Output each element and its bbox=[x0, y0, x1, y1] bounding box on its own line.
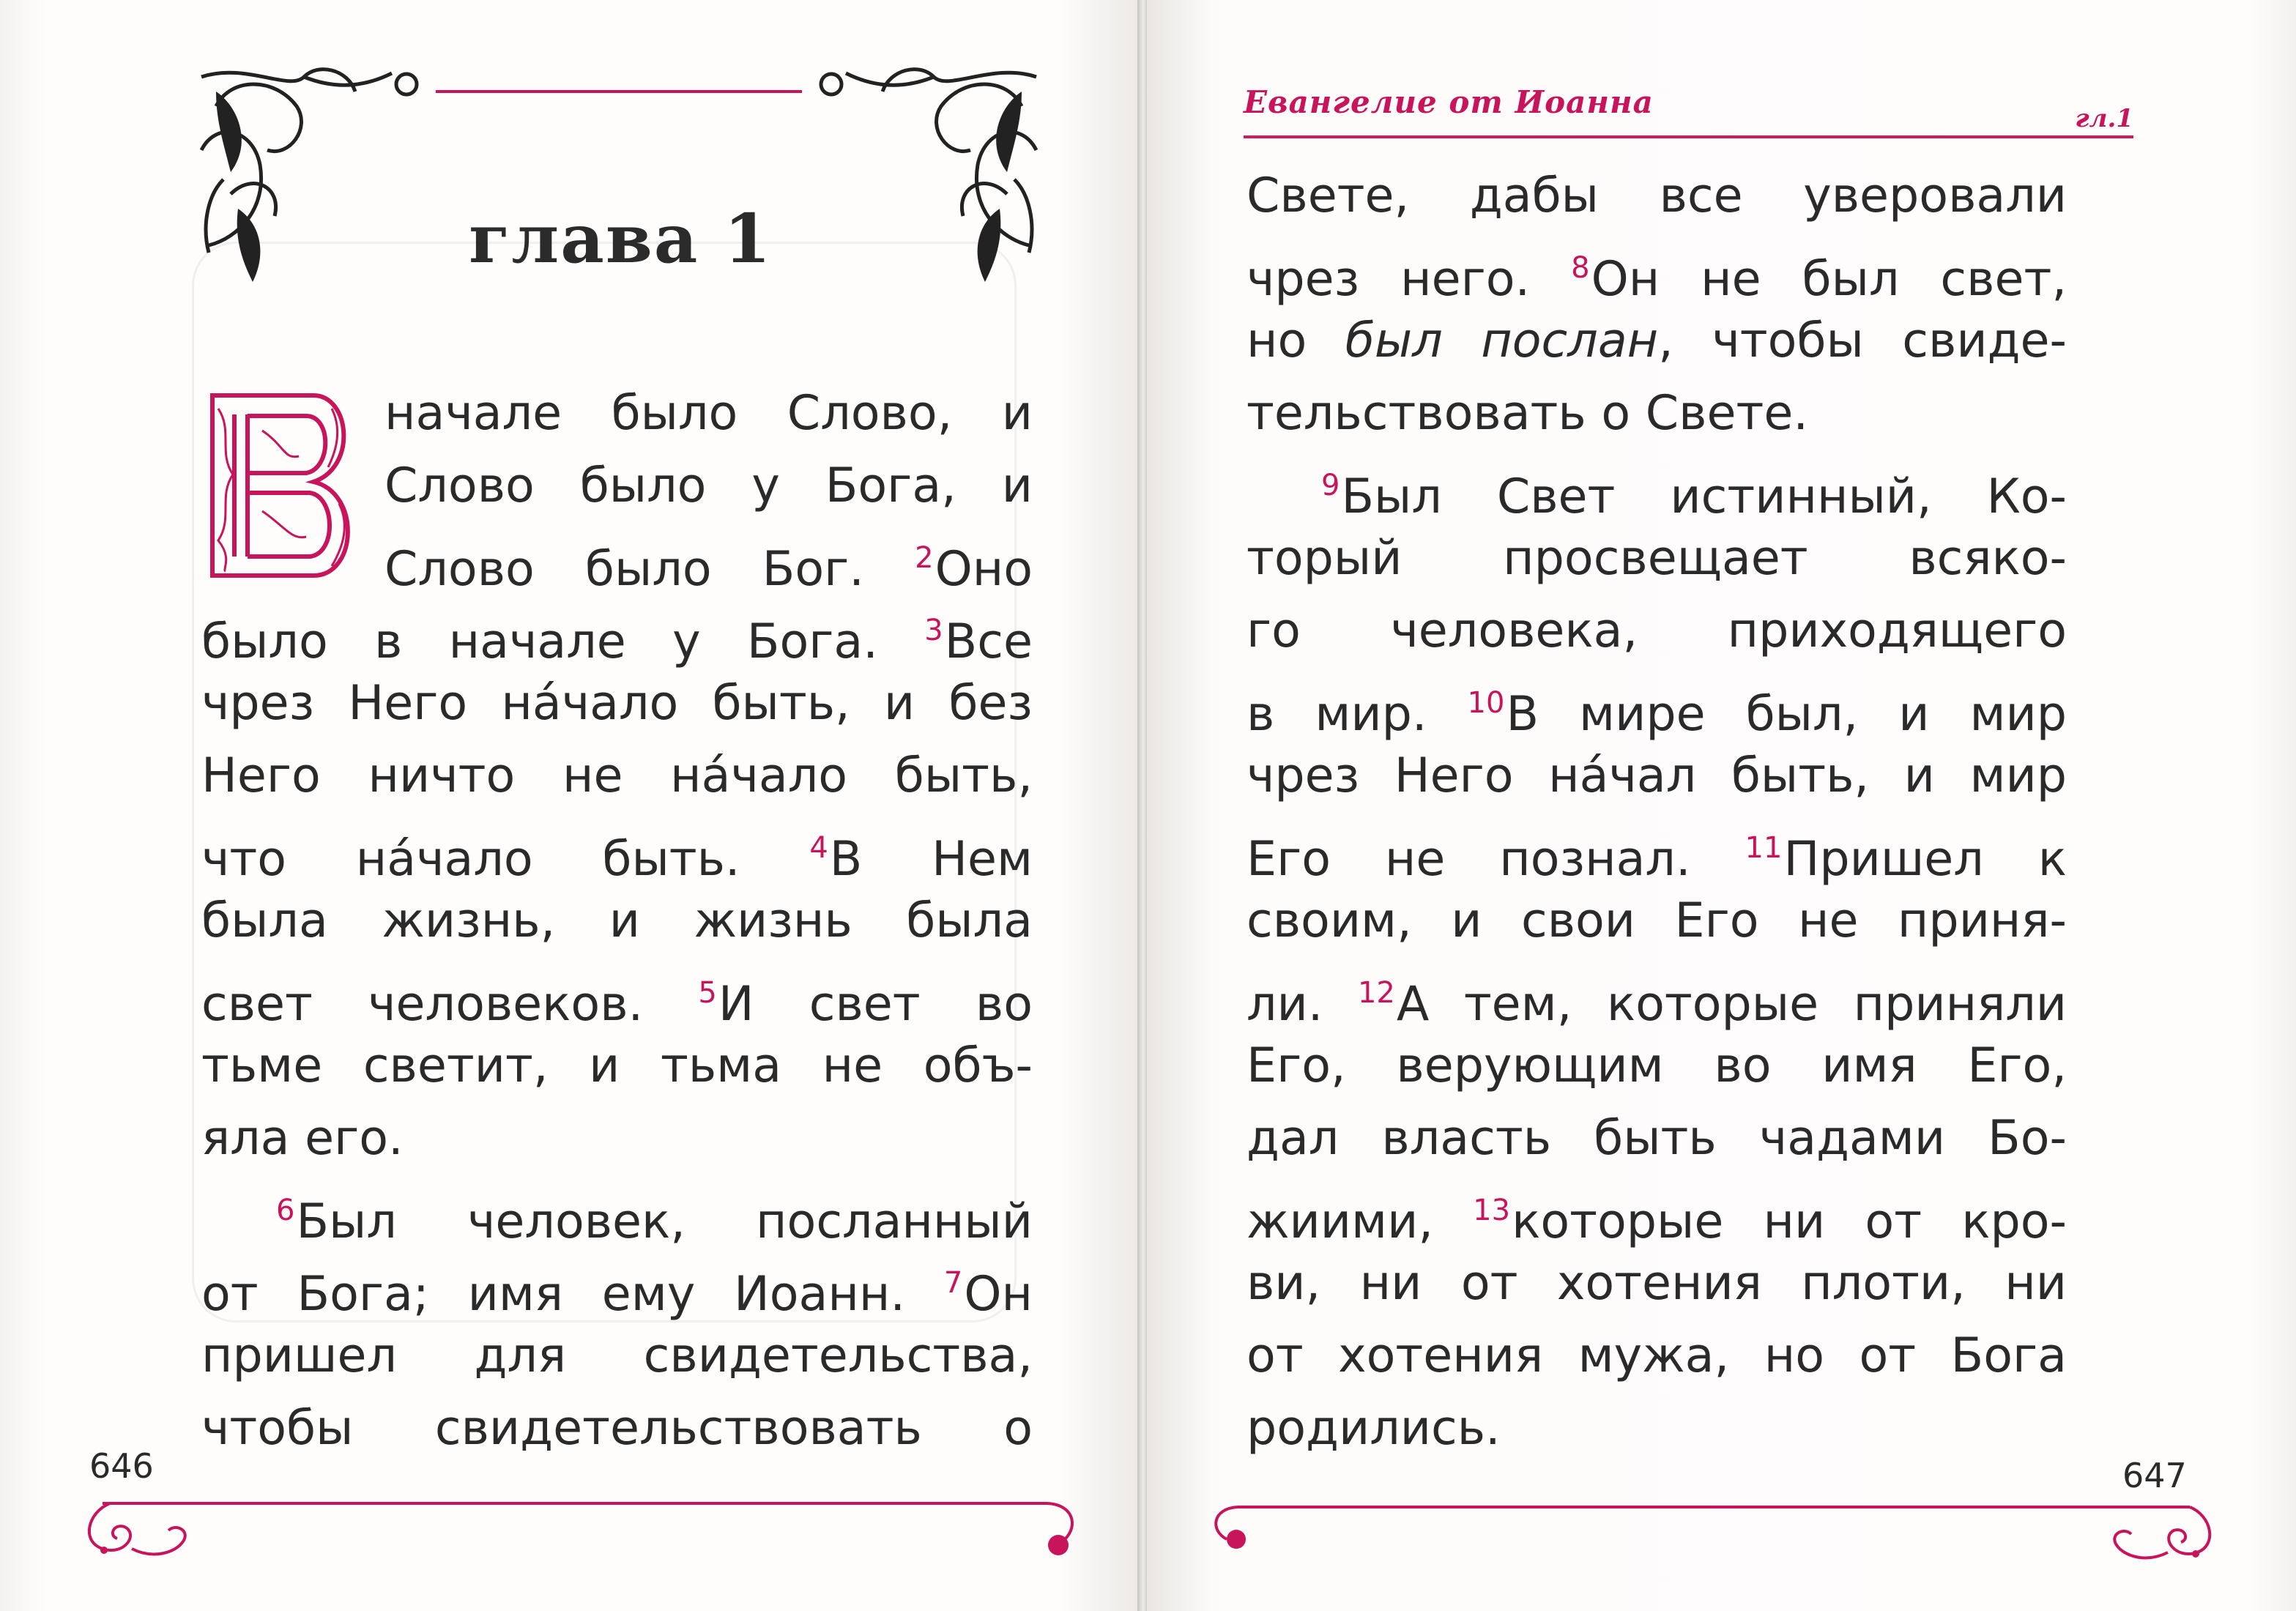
verse-number: 8 bbox=[1571, 251, 1590, 285]
text-line: $^6$Был человек, посланный bbox=[276, 1194, 1033, 1249]
text-line: Слово было у Бога, и bbox=[384, 458, 1033, 513]
verse-number: 4 bbox=[809, 831, 828, 865]
text-line: чтобы свидетельствовать о bbox=[201, 1401, 1033, 1456]
verse-number: 5 bbox=[698, 976, 717, 1010]
text-line: тьме светит, и тьма не объ- bbox=[201, 1038, 1033, 1093]
text-line: Него ничто не на́чало быть, bbox=[201, 748, 1033, 803]
verse-number: 3 bbox=[924, 614, 943, 647]
verse-number: 2 bbox=[915, 541, 934, 575]
verse-number: 13 bbox=[1473, 1194, 1511, 1227]
text-line: Его не познал. $^{11}$Пришел к bbox=[1247, 831, 2067, 887]
verse-number: 9 bbox=[1321, 469, 1340, 502]
text-line: ви, ни от хотения плоти, ни bbox=[1247, 1256, 2067, 1311]
left-page bbox=[0, 0, 1140, 1611]
page-number: 647 bbox=[2122, 1456, 2187, 1495]
text-line: яла его. bbox=[201, 1111, 404, 1166]
chapter-title: глава 1 bbox=[469, 199, 773, 278]
text-line: жиими, $^{13}$которые ни от кро- bbox=[1247, 1194, 2067, 1249]
text-line: от хотения мужа, но от Бога bbox=[1247, 1328, 2067, 1383]
text-line: чрез Него на́чал быть, и мир bbox=[1247, 748, 2067, 803]
left-page-text bbox=[201, 377, 1033, 1465]
text-line: дал власть быть чадами Бо- bbox=[1247, 1111, 2067, 1166]
verse-number: 7 bbox=[943, 1266, 963, 1300]
footer-ornament bbox=[73, 1490, 1091, 1571]
text-line: пришел для свидетельства, bbox=[201, 1328, 1033, 1383]
text-line: чрез него. $^8$Он не был свет, bbox=[1247, 251, 2067, 307]
text-line: тельствовать о Свете. bbox=[1247, 386, 1808, 441]
text-line: своим, и свои Его не приня- bbox=[1247, 893, 2067, 948]
text-line: от Бога; имя ему Иоанн. $^7$Он bbox=[201, 1266, 1033, 1322]
verse-number: 10 bbox=[1467, 686, 1505, 720]
text-line: торый просвещает всяко- bbox=[1247, 531, 2067, 586]
text-line: было в начале у Бога. $^3$Все bbox=[201, 614, 1033, 669]
text-line: $^9$Был Свет истинный, Ко- bbox=[1321, 469, 2067, 524]
text-line: свет человеков. $^5$И свет во bbox=[201, 976, 1033, 1032]
text-line: была жизнь, и жизнь была bbox=[201, 893, 1033, 948]
running-head-title: Евангелие от Иоанна bbox=[1244, 84, 1654, 120]
text-line: чрез Него на́чало быть, и без bbox=[201, 676, 1033, 731]
text-line: го человека, приходящего bbox=[1247, 603, 2067, 658]
text-line: что на́чало быть. $^4$В Нем bbox=[201, 831, 1033, 887]
verse-number: 12 bbox=[1357, 976, 1395, 1010]
text-line: Слово было Бог. $^2$Оно bbox=[384, 541, 1033, 597]
verse-number: 6 bbox=[276, 1194, 295, 1227]
text-line: ли. $^{12}$А тем, которые приняли bbox=[1247, 976, 2067, 1032]
text-line: начале было Слово, и bbox=[384, 386, 1033, 441]
italic-text: был послан bbox=[1345, 313, 1659, 368]
text-line: родились. bbox=[1247, 1401, 1501, 1456]
footer-ornament bbox=[1208, 1494, 2219, 1574]
text-line: в мир. $^{10}$В мире был, и мир bbox=[1247, 686, 2067, 742]
verse-number: 11 bbox=[1745, 831, 1783, 865]
text-line: Свете, дабы все уверовали bbox=[1247, 168, 2067, 223]
page-number: 646 bbox=[89, 1446, 154, 1486]
running-head-chapter: гл.1 bbox=[2075, 104, 2133, 133]
text-line: но был послан, чтобы свиде- bbox=[1247, 313, 2067, 368]
right-page-text bbox=[1247, 160, 2067, 1465]
running-head bbox=[1244, 81, 2133, 138]
text-line: Его, верующим во имя Его, bbox=[1247, 1038, 2067, 1093]
